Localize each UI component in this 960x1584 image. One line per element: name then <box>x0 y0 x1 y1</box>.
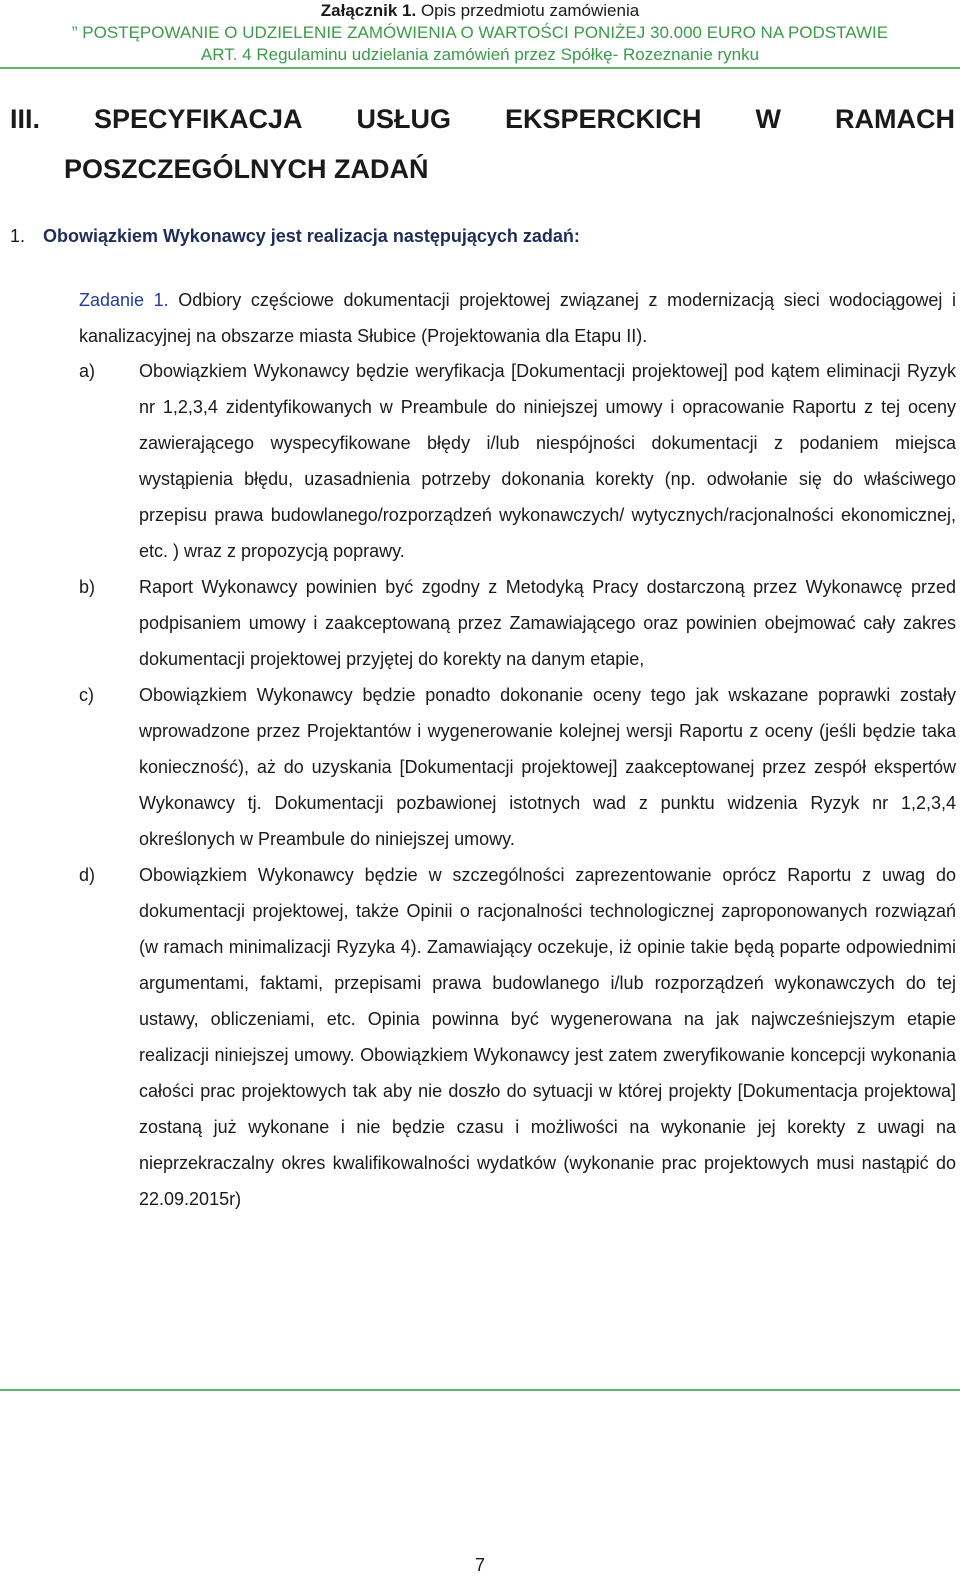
section-word-4: W <box>755 104 782 134</box>
document-header <box>0 0 960 66</box>
footer-divider <box>0 1389 960 1391</box>
list-item <box>79 353 956 569</box>
section-word-1: SPECYFIKACJA <box>94 104 303 134</box>
requirements-list <box>79 353 956 1217</box>
list-item-text: Raport Wykonawcy powinien być zgodny z Metodyką Pracy dostarczoną przez Wykonawcę przed podpisaniem umowy i zaakceptowaną przez Zamawiającego oraz powinien obejmować cały zakres dokumentacji projektowej przyjętej do korekty na danym etapie, <box>139 577 956 669</box>
task-text: Odbiory częściowe dokumentacji projektowej związanej z modernizacją sieci wodociągowej i kanalizacyjnej na obszarze miasta Słubice (Projektowania dla Etapu II). <box>79 290 957 346</box>
list-item <box>79 569 956 677</box>
intro-heading <box>10 226 580 247</box>
list-item-text: Obowiązkiem Wykonawcy będzie ponadto dokonanie oceny tego jak wskazane poprawki zostały wprowadzone przez Projektantów i wygenerowanie kolejnej wersji Raportu z oceny (jeśli będzie taka konieczność), aż do uzyskania [Dokumentacji projektowej] zaakceptowanej przez zespół ekspertów Wykonawcy tj. Dokumentacji pozbawionej istotnych wad z punktu widzenia Ryzyk nr 1,2,3,4 określonych w Preambule do niniejszej umowy. <box>139 685 956 849</box>
intro-number: 1. <box>10 226 26 246</box>
attachment-title <box>0 0 960 22</box>
section-word-3: EKSPERCKICH <box>505 104 702 134</box>
section-word-2: USŁUG <box>356 104 452 134</box>
header-divider <box>0 67 960 69</box>
list-item-letter: d) <box>79 865 96 885</box>
task-label: Zadanie 1. <box>79 290 169 310</box>
intro-text: Obowiązkiem Wykonawcy jest realizacja następujących zadań: <box>43 226 580 246</box>
task-paragraph <box>79 282 956 354</box>
list-item-letter: b) <box>79 577 96 597</box>
section-heading-line2: POSZCZEGÓLNYCH ZADAŃ <box>64 154 429 184</box>
list-item-letter: c) <box>79 685 94 705</box>
section-word-5: RAMACH <box>835 104 955 134</box>
attachment-label: Załącznik 1. <box>320 1 417 20</box>
list-item <box>79 677 956 857</box>
procedure-line: ” POSTĘPOWANIE O UDZIELENIE ZAMÓWIENIA O WARTOŚCI PONIŻEJ 30.000 EURO NA PODSTAWIE <box>71 23 889 42</box>
list-item <box>79 857 956 1217</box>
section-heading <box>10 94 955 194</box>
regulation-line: ART. 4 Regulaminu udzielania zamówień przez Spółkę- Rozeznanie rynku <box>200 45 760 64</box>
section-number: III. <box>10 104 41 134</box>
page-number: 7 <box>474 1555 485 1575</box>
list-item-text: Obowiązkiem Wykonawcy będzie w szczególności zaprezentowanie oprócz Raportu z uwag do dokumentacji projektowej, także Opinii o racjonalności technologicznej zaproponowanych rozwiązań (w ramach minimalizacji Ryzyka 4). Zamawiający oczekuje, iż opinie takie będą poparte odpowiednimi argumentami, faktami, przepisami prawa budowlanego i/lub rozporządzeń wykonawczych do tej ustawy, obliczeniami, etc. Opinia powinna być wygenerowana na jak najwcześniejszym etapie realizacji niniejszej umowy. Obowiązkiem Wykonawcy jest zatem zweryfikowanie koncepcji wykonania całości prac projektowych tak aby nie doszło do sytuacji w której projekty [Dokumentacja projektowa] zostaną już wykonane i nie będzie czasu i możliwości na wykonanie jej korekty z uwagi na nieprzekraczalny okres kwalifikowalności wydatków (wykonanie prac projektowych musi nastąpić do 22.09.2015r) <box>139 865 956 1209</box>
list-item-letter: a) <box>79 361 96 381</box>
attachment-subtitle: Opis przedmiotu zamówienia <box>416 1 640 20</box>
list-item-text: Obowiązkiem Wykonawcy będzie weryfikacja [Dokumentacji projektowej] pod kątem eliminacji Ryzyk nr 1,2,3,4 zidentyfikowanych w Preambule do niniejszej umowy i opracowanie Raportu z tej oceny zawierającego wyspecyfikowane błędy i/lub niespójności dokumentacji z podaniem miejsca wystąpienia błędu, uzasadnienia potrzeby dokonania korekty (np. odwołanie się do właściwego przepisu prawa budowlanego/rozporządzeń wykonawczych/ wytycznych/racjonalności ekonomicznej, etc. ) wraz z propozycją poprawy. <box>139 361 956 561</box>
